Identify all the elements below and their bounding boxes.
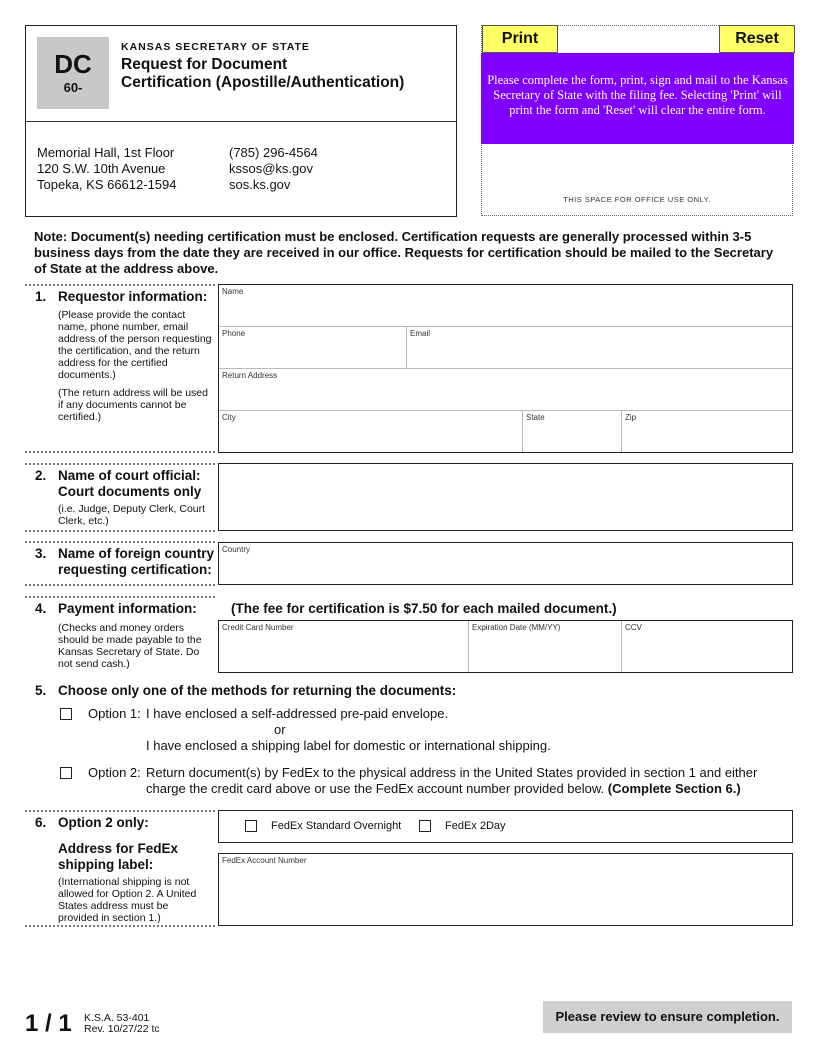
- title-line: Certification (Apostille/Authentication): [121, 74, 405, 91]
- review-notice: Please review to ensure completion.: [543, 1001, 792, 1033]
- form-code: DC: [54, 49, 92, 79]
- section-subtitle: [58, 841, 178, 873]
- contact-block: [229, 145, 318, 193]
- state-field[interactable]: State: [526, 413, 545, 422]
- 2day-checkbox[interactable]: [419, 820, 431, 832]
- option1-checkbox[interactable]: [60, 708, 72, 720]
- 2day-label: FedEx 2Day: [445, 820, 506, 832]
- payment-fields: [218, 620, 793, 673]
- section-title: Choose only one of the methods for returning the documents:: [58, 683, 457, 698]
- section-title: Payment information:: [58, 601, 197, 616]
- page-number: 1 / 1: [25, 1010, 72, 1037]
- form-references: [84, 1013, 160, 1035]
- option2-label: Option 2:: [88, 765, 141, 780]
- section-number: 2.: [35, 468, 47, 483]
- form-title: [121, 56, 404, 92]
- reset-button[interactable]: Reset: [719, 25, 795, 53]
- section-description: (i.e. Judge, Deputy Clerk, Court Clerk, etc.): [58, 503, 206, 527]
- title-line: Court documents only: [58, 484, 202, 499]
- address-line: Topeka, KS 66612-1594: [37, 177, 177, 192]
- country-label: Country: [222, 545, 251, 554]
- option2-checkbox[interactable]: [60, 767, 72, 779]
- office-use-label: THIS SPACE FOR OFFICE USE ONLY.: [563, 195, 711, 204]
- address-line: 120 S.W. 10th Avenue: [37, 161, 166, 176]
- overnight-label: FedEx Standard Overnight: [271, 820, 402, 832]
- option2-text: Return document(s) by FedEx to the physical address in the United States provided in section 1 and either: [146, 765, 758, 780]
- expiration-field[interactable]: Expiration Date (MM/YY): [472, 623, 561, 632]
- fedex-service-options: [218, 810, 793, 843]
- title-line: requesting certification:: [58, 562, 212, 577]
- section-title: [58, 468, 201, 500]
- title-line: shipping label:: [58, 857, 154, 872]
- ccv-field[interactable]: CCV: [625, 623, 642, 632]
- header-box: [25, 25, 457, 217]
- title-line: Address for FedEx: [58, 841, 179, 856]
- form-code-badge: [37, 37, 109, 109]
- section-description: (International shipping is not allowed for Option 2. A United States address must be provided in section 1.): [58, 876, 197, 924]
- or-text: or: [274, 722, 286, 737]
- section-number: 1.: [35, 289, 47, 304]
- option2-text: [146, 781, 741, 796]
- section-title: Requestor information:: [58, 289, 208, 304]
- divider: [26, 121, 456, 122]
- address-block: [37, 145, 177, 193]
- section-number: 4.: [35, 601, 47, 616]
- note: Note: Document(s) needing certification must be enclosed. Certification requests are generally processed within 3-5 business days from the date they are received in our office. Requests for certification should be mailed to the Secretary of State at the address above.: [34, 229, 774, 276]
- form-number: 60-: [63, 80, 83, 95]
- section-number: 3.: [35, 546, 47, 561]
- website[interactable]: sos.ks.gov: [229, 177, 291, 192]
- requestor-fields: [218, 284, 793, 453]
- option2-emphasis: (Complete Section 6.): [607, 781, 741, 796]
- city-field[interactable]: City: [222, 413, 236, 422]
- name-field[interactable]: Name: [222, 287, 244, 296]
- overnight-checkbox[interactable]: [245, 820, 257, 832]
- phone: (785) 296-4564: [229, 145, 318, 160]
- title-line: Name of foreign country: [58, 546, 215, 561]
- section-title: Option 2 only:: [58, 815, 149, 830]
- divider: [25, 451, 215, 453]
- print-button[interactable]: Print: [482, 25, 558, 53]
- agency-name: KANSAS SECRETARY OF STATE: [121, 41, 310, 53]
- section-number: 5.: [35, 683, 47, 698]
- section-title: [58, 546, 214, 578]
- instructions-banner: Please complete the form, print, sign and mail to the Kansas Secretary of State with the filing fee. Selecting 'Print' will print the form and 'Reset' will clear the entire form.: [481, 53, 794, 144]
- phone-field[interactable]: Phone: [222, 329, 246, 338]
- option2-line: charge the credit card above or use the FedEx account number provided below.: [146, 781, 605, 796]
- title-line: Name of court official:: [58, 468, 201, 483]
- option1-text: I have enclosed a shipping label for domestic or international shipping.: [146, 738, 551, 753]
- fedex-account-label: FedEx Account Number: [222, 856, 307, 865]
- fee-note: (The fee for certification is $7.50 for each mailed document.): [231, 601, 617, 616]
- credit-card-field[interactable]: Credit Card Number: [222, 623, 294, 632]
- section-description: (Please provide the contact name, phone number, email address of the person requesting the certification, and the return address for the certified documents.): [58, 309, 212, 381]
- title-line: Request for Document: [121, 56, 288, 73]
- section-description: (Checks and money orders should be made payable to the Kansas Secretary of State. Do not send cash.): [58, 622, 202, 670]
- fedex-account-field[interactable]: [218, 853, 793, 926]
- statute: K.S.A. 53-401: [84, 1012, 150, 1024]
- court-official-field[interactable]: [218, 463, 793, 531]
- section-number: 6.: [35, 815, 47, 830]
- section-description: (The return address will be used if any documents cannot be certified.): [58, 387, 208, 423]
- revision: Rev. 10/27/22 tc: [84, 1023, 160, 1035]
- return-address-field[interactable]: Return Address: [222, 371, 278, 380]
- country-field[interactable]: [218, 542, 793, 585]
- divider: [25, 284, 215, 286]
- address-line: Memorial Hall, 1st Floor: [37, 145, 175, 160]
- option1-label: Option 1:: [88, 706, 141, 721]
- option1-text: I have enclosed a self-addressed pre-paid envelope.: [146, 706, 449, 721]
- email[interactable]: kssos@ks.gov: [229, 161, 313, 176]
- zip-field[interactable]: Zip: [625, 413, 637, 422]
- email-field[interactable]: Email: [410, 329, 431, 338]
